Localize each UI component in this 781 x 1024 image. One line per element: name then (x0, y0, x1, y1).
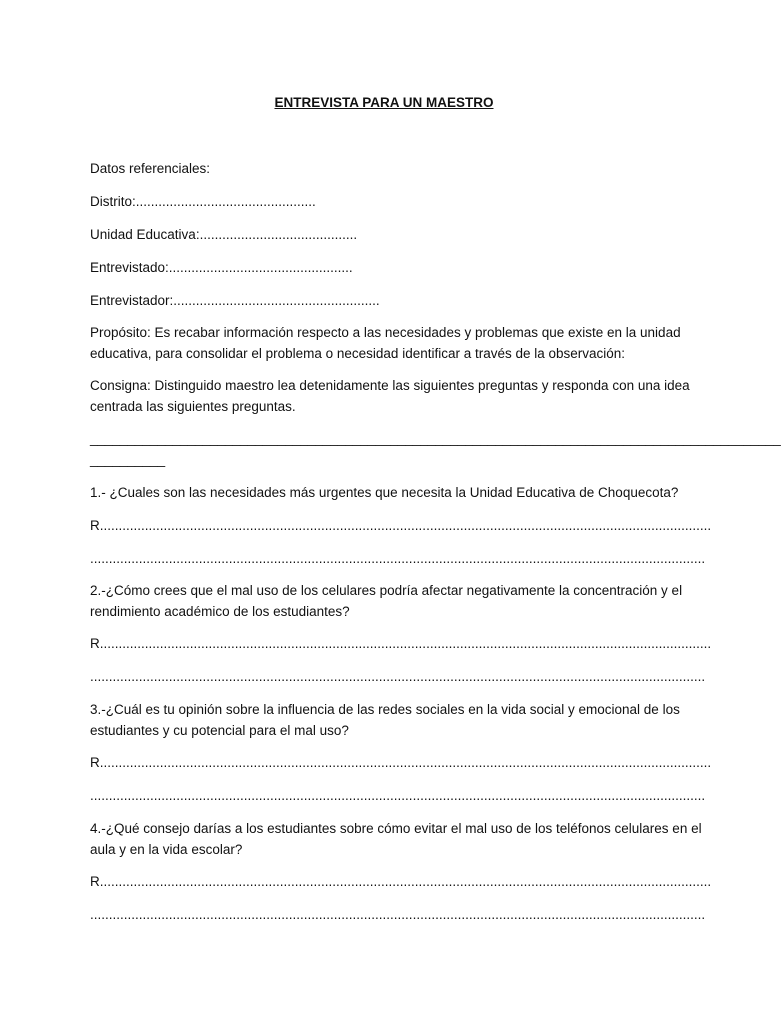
entrevistado-field: Entrevistado:................................................. (90, 260, 353, 275)
unidad-educativa-field: Unidad Educativa:.......................................... (90, 227, 358, 242)
datos-referenciales-heading: Datos referenciales: (90, 161, 211, 176)
question-4-answer-line-1: R................................................................................................................................................................... (90, 874, 712, 889)
distrito-field: Distrito:................................................ (90, 194, 316, 209)
question-1-answer-line-2: .................................................................................................................................................................... (90, 551, 706, 566)
question-1-text: 1.- ¿Cuales son las necesidades más urgentes que necesita la Unidad Educativa de Choquecota? (90, 485, 679, 500)
consigna-line-2: centrada las siguientes preguntas. (90, 399, 296, 414)
question-3-text-line-2: estudiantes y cu potencial para el mal uso? (90, 723, 349, 738)
separator-line-2: __________ (90, 452, 166, 467)
consigna-line-1: Consigna: Distinguido maestro lea detenidamente las siguientes preguntas y responda con una idea (90, 378, 690, 393)
proposito-line-2: educativa, para consolidar el problema o necesidad identificar a través de la observación: (90, 346, 626, 361)
entrevistador-field: Entrevistador:....................................................... (90, 293, 380, 308)
question-2-answer-line-1: R................................................................................................................................................................... (90, 636, 712, 651)
question-2-answer-line-2: .................................................................................................................................................................... (90, 669, 706, 684)
question-3-text-line-1: 3.-¿Cuál es tu opinión sobre la influencia de las redes sociales en la vida social y emocional de los (90, 702, 680, 717)
question-3-answer-line-2: .................................................................................................................................................................... (90, 788, 706, 803)
question-4-answer-line-2: .................................................................................................................................................................... (90, 907, 706, 922)
question-2-text-line-1: 2.-¿Cómo crees que el mal uso de los celulares podría afectar negativamente la concentración y el (90, 583, 683, 598)
question-3-answer-line-1: R................................................................................................................................................................... (90, 755, 712, 770)
question-2-text-line-2: rendimiento académico de los estudiantes? (90, 604, 350, 619)
question-1-answer-line-1: R................................................................................................................................................................... (90, 518, 712, 533)
question-4-text-line-2: aula y en la vida escolar? (90, 842, 243, 857)
question-4-text-line-1: 4.-¿Qué consejo darías a los estudiantes sobre cómo evitar el mal uso de los teléfonos celulares en el (90, 821, 702, 836)
document-title: ENTREVISTA PARA UN MAESTRO (274, 95, 494, 110)
proposito-line-1: Propósito: Es recabar información respecto a las necesidades y problemas que existe en la unidad (90, 325, 681, 340)
separator-line-1: ____________________________________________________________________________________________ (90, 431, 781, 446)
